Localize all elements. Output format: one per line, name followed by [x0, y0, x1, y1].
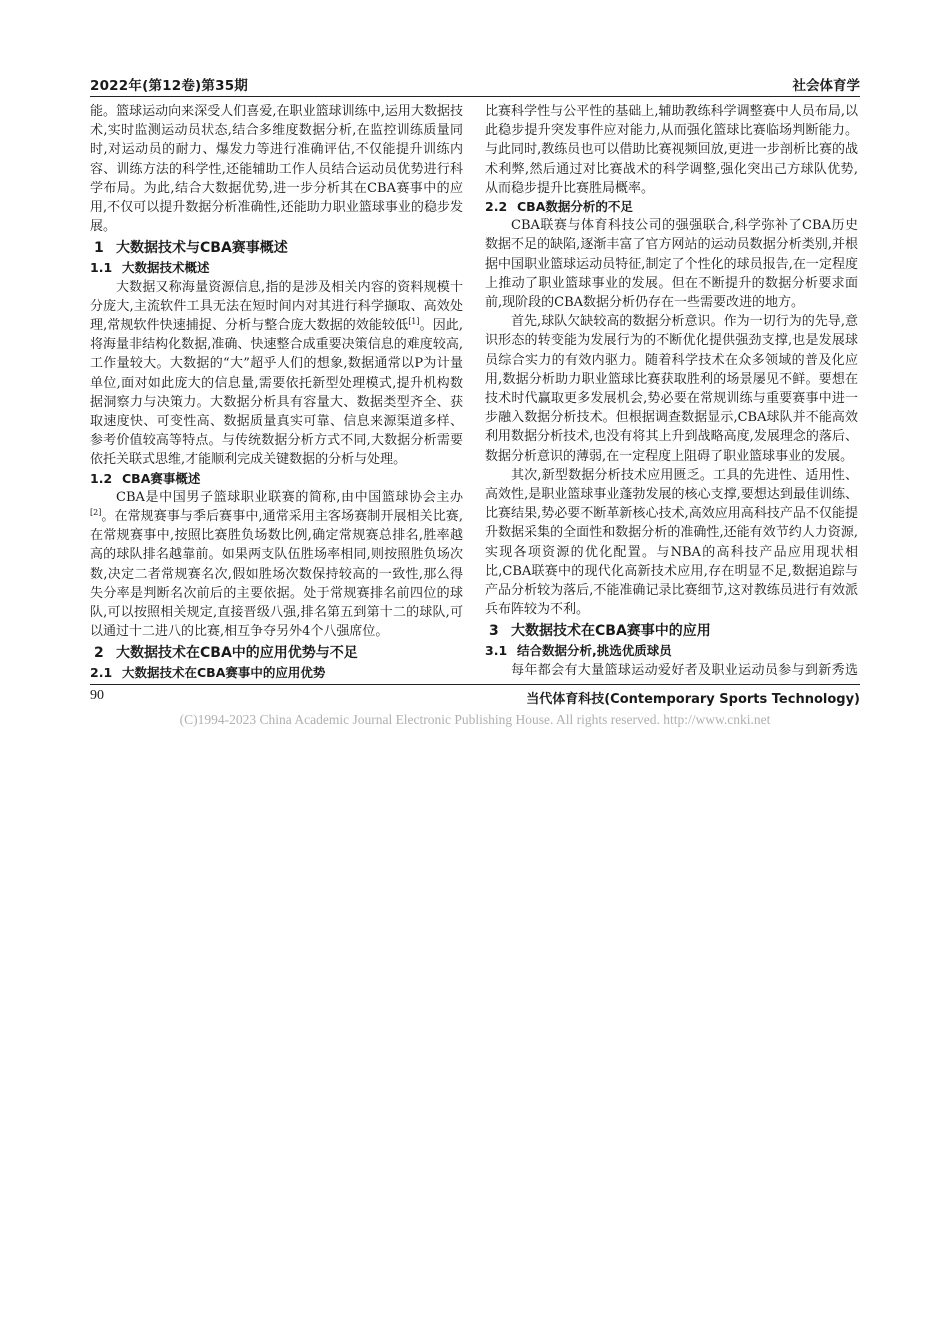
section-number: 1.1: [90, 260, 113, 276]
section-title: 大数据技术在CBA赛事中的应用优势: [122, 665, 326, 680]
issue-info: 2022年(第12卷)第35期: [90, 78, 248, 94]
section-title: CBA数据分析的不足: [517, 199, 633, 215]
footer-divider: [90, 684, 860, 685]
section-number: 2.2: [485, 199, 508, 215]
section-3-heading: [485, 622, 858, 641]
section-title: 大数据技术概述: [122, 260, 210, 276]
section-2-heading: [90, 644, 463, 663]
section-1-2-heading: [90, 470, 463, 488]
section-number: 3: [489, 623, 499, 640]
section-2-1-heading: [90, 664, 463, 680]
section-title: 大数据技术在CBA赛事中的应用: [511, 623, 711, 640]
copyright-watermark: (C)1994-2023 China Academic Journal Electronic Publishing House. All rights reserved. http://www.cnki.net: [179, 712, 771, 727]
paragraph-2-2-b: 首先,球队欠缺较高的数据分析意识。作为一切行为的先导,意识形态的转变能为发展行为的不断优化提供强劲支撑,也是发展球员综合实力的有效内驱力。随着科学技术在众多领域的普及化应用,数据分析助力职业篮球比赛获取胜利的场景屡见不鲜。要想在技术时代赢取更多发展机会,势必要在常规训练与重要赛事中进一步融入数据分析技术。但根据调查数据显示,CBA球队并不能高效利用数据分析技术,也没有将其上升到战略高度,发展理念的落后、数据分析意识的薄弱,在一定程度上阻碍了职业篮球事业的发展。: [485, 314, 858, 464]
section-title: CBA赛事概述: [122, 470, 201, 486]
section-number: 3.1: [485, 643, 508, 659]
page-number: 90: [90, 688, 104, 703]
section-title: 结合数据分析,挑选优质球员: [517, 643, 672, 659]
paragraph-2-2-c: 其次,新型数据分析技术应用匮乏。工具的先进性、适用性、高效性,是职业篮球事业蓬勃发展的核心支撑,要想达到最佳训练、比赛结果,势必要不断革新核心技术,高效应用高科技产品不仅能提升数据采集的全面性和数据分析的准确性,还能有效节约人力资源,实现各项资源的优化配置。与NBA的高科技产品应用现状相比,CBA联赛中的现代化高新技术应用,存在明显不足,数据追踪与产品分析较为落后,不能准确记录比赛细节,这对教练员进行有效派兵布阵较为不利。: [485, 467, 858, 618]
continued-paragraph: 比赛科学性与公平性的基础上,辅助教练科学调整赛中人员布局,以此稳步提升突发事件应对能力,从而强化篮球比赛临场判断能力。与此同时,教练员也可以借助比赛视频回放,更进一步剖析比赛的战术利弊,然后通过对比赛战术的科学调整,强化突出己方球队优势,从而稳步提升比赛胜局概率。: [485, 104, 858, 196]
paragraph-2-2-a: CBA联赛与体育科技公司的强强联合,科学弥补了CBA历史数据不足的缺陷,逐渐丰富了官方网站的运动员数据分析类别,并根据中国职业篮球运动员特征,制定了个性化的球员报告,在一定程度上推动了职业篮球事业的发展。但在不断提升的数据分析要求面前,现阶段的CBA数据分析仍存在一些需要改进的地方。: [485, 218, 858, 311]
running-header: [90, 74, 860, 96]
text: 每年都会有大量篮球运动爱好者及职业运动员参与到新秀选: [511, 662, 858, 678]
text: 。在常规赛事与季后赛事中,通常采用主客场赛制开展相关比赛,在常规赛事中,按照比赛胜负场数比例,确定常规赛总排名,胜率越高的球队排名越靠前。如果两支队伍胜场率相同,则按照胜负场次数,决定二者常规赛名次,假如胜场次数保持较高的一致性,那么得失分率是判断名次前后的主要依据。处于常规赛排名前四位的球队,可以按照相关规定,直接晋级八强,排名第五到第十二的球队,可以通过十二进八的比赛,相互争夺另外4个八强席位。: [90, 509, 463, 640]
left-column: [90, 102, 463, 680]
section-1-heading: [90, 239, 463, 258]
citation[interactable]: [1]: [408, 317, 420, 327]
text: 大数据又称海量资源信息,指的是涉及相关内容的资料规模十分庞大,主流软件工具无法在短时间内对其进行科学撷取、高效处理,常规软件快速捕捉、分析与整合庞大数据的效能较低: [90, 279, 463, 334]
header-divider: [90, 96, 860, 97]
journal-name: 当代体育科技(Contemporary Sports Technology): [526, 692, 860, 707]
paragraph-3-1: [485, 661, 858, 680]
text: 。因此,将海量非结构化数据,准确、快速整合成重要决策信息的难度较高,工作量较大。大数据的“大”超乎人们的想象,数据通常以P为计量单位,面对如此庞大的信息量,需要依托新型处理模式,提升机构数据洞察力与决策力。大数据分析具有容量大、数据类型齐全、获取速度快、可变性高、数据质量真实可靠、信息来源渠道多样、参考价值较高等特点。与传统数据分析方式不同,大数据分析需要依托关联式思维,才能顺利完成关键数据的分析与处理。: [90, 318, 463, 468]
text: CBA是中国男子篮球职业联赛的简称,由中国篮球协会主办: [116, 489, 463, 505]
paragraph-1-1: [90, 278, 463, 470]
intro-paragraph: 能。篮球运动向来深受人们喜爱,在职业篮球训练中,运用大数据技术,实时监测运动员状态,结合多维度数据分析,在监控训练质量同时,对运动员的耐力、爆发力等进行准确评估,不仅能提升训练内容、训练方法的科学性,还能辅助工作人员结合运动员优势进行科学布局。为此,结合大数据优势,进一步分析其在CBA赛事中的应用,不仅可以提升数据分析准确性,还能助力职业篮球事业的稳步发展。: [90, 104, 463, 235]
section-name: 社会体育学: [792, 78, 860, 94]
section-1-1-heading: [90, 259, 463, 277]
paragraph-1-2: [90, 488, 463, 642]
section-2-2-heading: [485, 198, 858, 216]
citation[interactable]: [2]: [90, 508, 102, 518]
section-number: 1: [94, 240, 104, 257]
section-number: 1.2: [90, 470, 113, 486]
section-3-1-heading: [485, 642, 858, 660]
section-title: 大数据技术在CBA中的应用优势与不足: [116, 645, 358, 662]
right-column: [485, 102, 858, 680]
section-number: 2: [94, 645, 104, 662]
section-title: 大数据技术与CBA赛事概述: [116, 240, 288, 257]
section-number: 2.1: [90, 665, 113, 680]
